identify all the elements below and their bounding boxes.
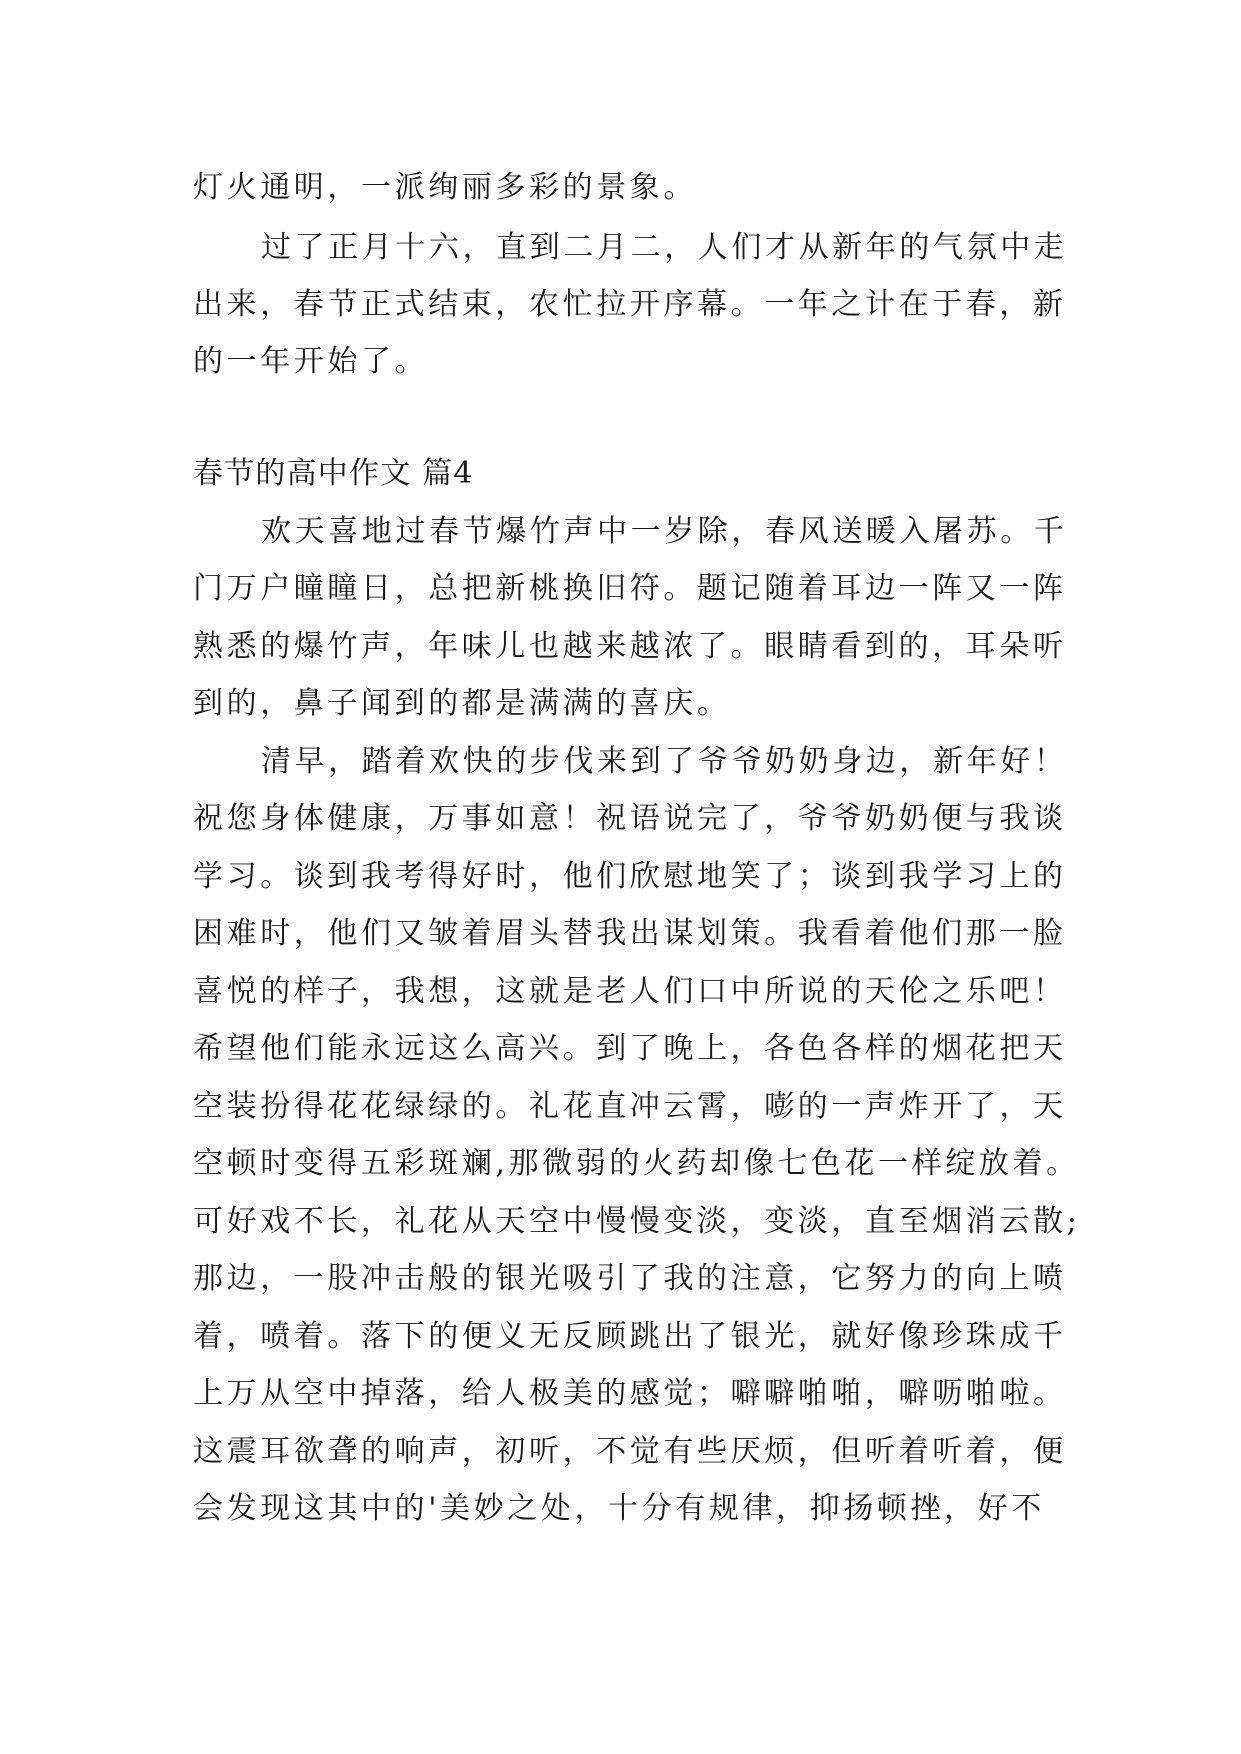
text-line: 喜悦的样子，我想，这就是老人们口中所说的天伦之乐吧！	[193, 974, 1067, 1009]
text-line: 着，喷着。落下的便义无反顾跳出了银光，就好像珍珠成千	[193, 1319, 1067, 1354]
text-line: 灯火通明，一派绚丽多彩的景象。	[193, 170, 697, 205]
paragraph-first-line: 过了正月十六，直到二月二，人们才从新年的气氛中走	[261, 230, 1068, 265]
text-line: 那边，一股冲击般的银光吸引了我的注意，它努力的向上喷	[193, 1261, 1067, 1296]
text-line: 会发现这其中的'美妙之处，十分有规律，抑扬顿挫，好不	[193, 1491, 1045, 1526]
text-line: 祝您身体健康，万事如意！祝语说完了，爷爷奶奶便与我谈	[193, 801, 1067, 836]
text-line: 上万从空中掉落，给人极美的感觉；噼噼啪啪，噼呖啪啦。	[193, 1376, 1067, 1411]
text-line: 困难时，他们又皱着眉头替我出谋划策。我看着他们那一脸	[193, 916, 1067, 951]
text-line: 空装扮得花花绿绿的。礼花直冲云霄，嘭的一声炸开了，天	[193, 1089, 1067, 1124]
text-line: 的一年开始了。	[193, 344, 429, 379]
text-line: 可好戏不长，礼花从天空中慢慢变淡，变淡，直至烟消云散;	[193, 1204, 1081, 1239]
section-heading: 春节的高中作文 篇4	[193, 456, 474, 491]
text-line: 空顿时变得五彩斑斓,那微弱的火药却像七色花一样绽放着。	[193, 1146, 1080, 1181]
text-line: 希望他们能永远这么高兴。到了晚上，各色各样的烟花把天	[193, 1031, 1067, 1066]
text-line: 到的，鼻子闻到的都是满满的喜庆。	[193, 686, 731, 721]
text-line: 这震耳欲聋的响声，初听，不觉有些厌烦，但听着听着，便	[193, 1434, 1067, 1469]
paragraph-first-line: 清早，踏着欢快的步伐来到了爷爷奶奶身边，新年好！	[261, 744, 1068, 779]
text-line: 熟悉的爆竹声，年味儿也越来越浓了。眼睛看到的，耳朵听	[193, 629, 1067, 664]
text-line: 学习。谈到我考得好时，他们欣慰地笑了；谈到我学习上的	[193, 859, 1067, 894]
paragraph-first-line: 欢天喜地过春节爆竹声中一岁除，春风送暖入屠苏。千	[261, 514, 1068, 549]
text-line: 门万户瞳瞳日，总把新桃换旧符。题记随着耳边一阵又一阵	[193, 571, 1067, 606]
text-line: 出来，春节正式结束，农忙拉开序幕。一年之计在于春，新	[193, 287, 1067, 322]
